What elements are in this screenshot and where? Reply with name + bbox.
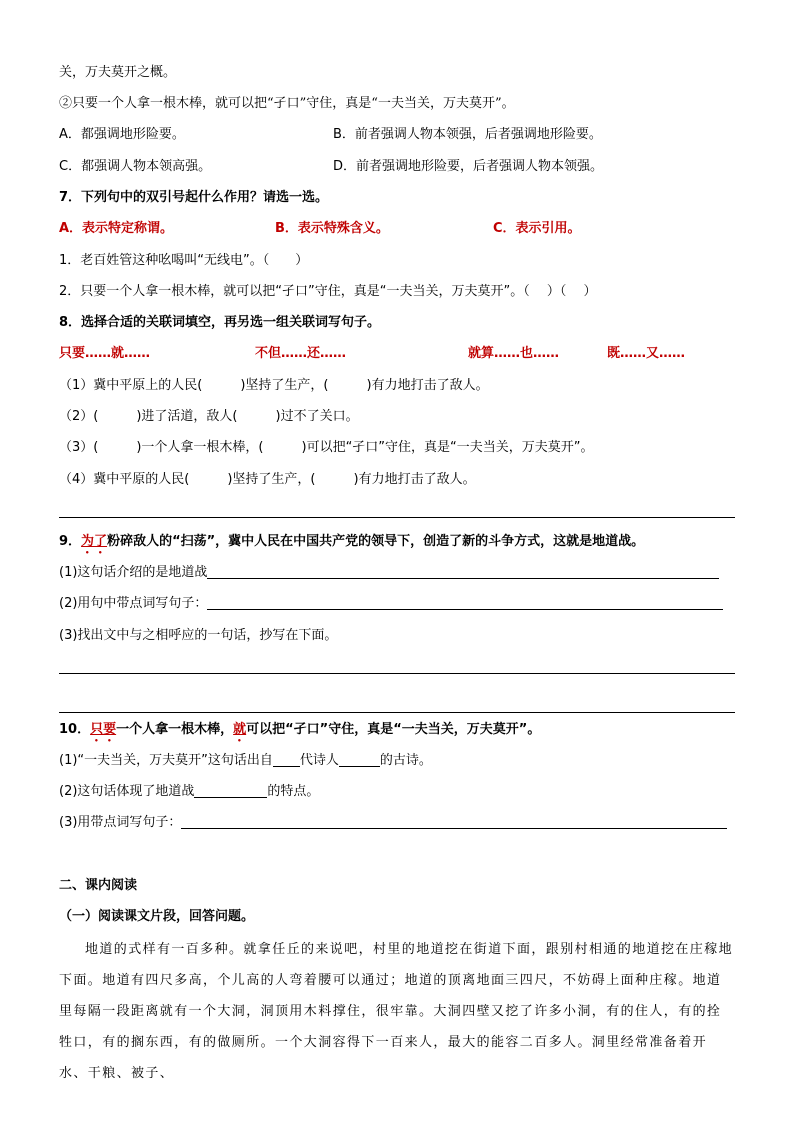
q7-option-a: A．表示特定称谓。	[59, 221, 174, 236]
q8-title: 8．选择合适的关联词填空，再另选一组关联词写句子。	[59, 315, 381, 330]
q7-option-b: B．表示特殊含义。	[275, 221, 389, 236]
q6-option-a: A．都强调地形险要。	[59, 127, 185, 142]
q9-sub-2: (2)用句中带点词写句子：	[59, 595, 723, 613]
q7-sentence-2: 2．只要一个人拿一根木棒，就可以把“孑口”守住，真是“一夫当关，万夫莫开”。（ ）（ ）	[59, 284, 597, 299]
q8-item-4: （4）冀中平原的人民( )坚持了生产，( )有力地打击了敌人。	[59, 472, 476, 487]
q6-sentence-2: ②只要一个人拿一根木棒，就可以把“孑口”守住，真是“一夫当关，万夫莫开”。	[59, 96, 515, 111]
q9-sub-1-blank[interactable]	[207, 564, 719, 579]
q6-option-d: D．前者强调地形险要，后者强调人物本领强。	[333, 159, 604, 174]
q9-sub-1: (1)这句话介绍的是地道战	[59, 564, 719, 582]
fragment-line: 关，万夫莫开之概。	[59, 65, 177, 80]
q6-option-c: C．都强调人物本领高强。	[59, 159, 212, 174]
q10-poet-blank[interactable]	[339, 752, 380, 767]
q10-sub-3-blank[interactable]	[181, 814, 727, 829]
q9-answer-line-2[interactable]	[59, 712, 735, 713]
section-heading: 二、课内阅读	[59, 878, 138, 893]
reading-passage: 地道的式样有一百多种。就拿任丘的来说吧，村里的地道挖在街道下面，跟别村相通的地道挖在庄稼地下面。地道有四尺多高，个儿高的人弯着腰可以通过；地道的顶离地面三四尺，不妨碍上面种庄稼。地道里每隔一段距离就有一个大洞，洞顶用木料撑住，很牢靠。大洞四壁又挖了许多小洞，有的住人，有的拴牲口，有的搁东西，有的做厕所。一个大洞容得下一百来人，最大的能容二百多人。洞里经常准备着开水、干粮、被子、	[59, 942, 734, 1081]
q8-word-4: 既……又……	[607, 346, 686, 361]
q8-item-1: （1）冀中平原上的人民( )坚持了生产，( )有力地打击了敌人。	[59, 378, 489, 393]
q9-title: 9．为了粉碎敌人的“扫荡”，冀中人民在中国共产党的领导下，创造了新的斗争方式，这就是地道战。	[59, 534, 645, 549]
q10-sub-1: (1)“一夫当关，万夫莫开”这句话出自 代诗人 的古诗。	[59, 753, 432, 768]
q10-dotted-word-2: 就	[233, 722, 247, 737]
q7-title: 7．下列句中的双引号起什么作用？请选一选。	[59, 190, 329, 205]
q7-sentence-1: 1．老百姓管这种吆喝叫“无线电”。（ ）	[59, 253, 309, 268]
q9-dotted-word: 为了	[81, 534, 108, 549]
q10-sub-2: (2)这句话体现了地道战 的特点。	[59, 784, 320, 799]
q8-word-3: 就算……也……	[468, 346, 560, 361]
q8-word-1: 只要……就……	[59, 346, 151, 361]
q8-item-2: （2）( )进了活道，敌人( )过不了关口。	[59, 409, 359, 424]
q9-answer-line-1[interactable]	[59, 673, 735, 674]
q9-sub-3: (3)找出文中与之相呼应的一句话，抄写在下面。	[59, 628, 338, 643]
q10-dotted-word-1: 只要	[90, 722, 117, 737]
q8-word-2: 不但……还……	[255, 346, 347, 361]
q10-sub-3: (3)用带点词写句子：	[59, 814, 727, 832]
q8-answer-line[interactable]	[59, 517, 735, 518]
q10-title: 10．只要一个人拿一根木棒，就可以把“孑口”守住，真是“一夫当关，万夫莫开”。	[59, 722, 541, 737]
section-subheading: （一）阅读课文片段，回答问题。	[59, 909, 255, 924]
q9-sub-2-blank[interactable]	[207, 595, 723, 610]
q6-option-b: B．前者强调人物本领强，后者强调地形险要。	[333, 127, 602, 142]
q10-feature-blank[interactable]	[194, 783, 267, 798]
q8-item-3: （3）( )一个人拿一根木棒，( )可以把“孑口”守住，真是“一夫当关，万夫莫开”。	[59, 440, 594, 455]
q7-option-c: C．表示引用。	[493, 221, 581, 236]
q10-dynasty-blank[interactable]	[273, 752, 300, 767]
